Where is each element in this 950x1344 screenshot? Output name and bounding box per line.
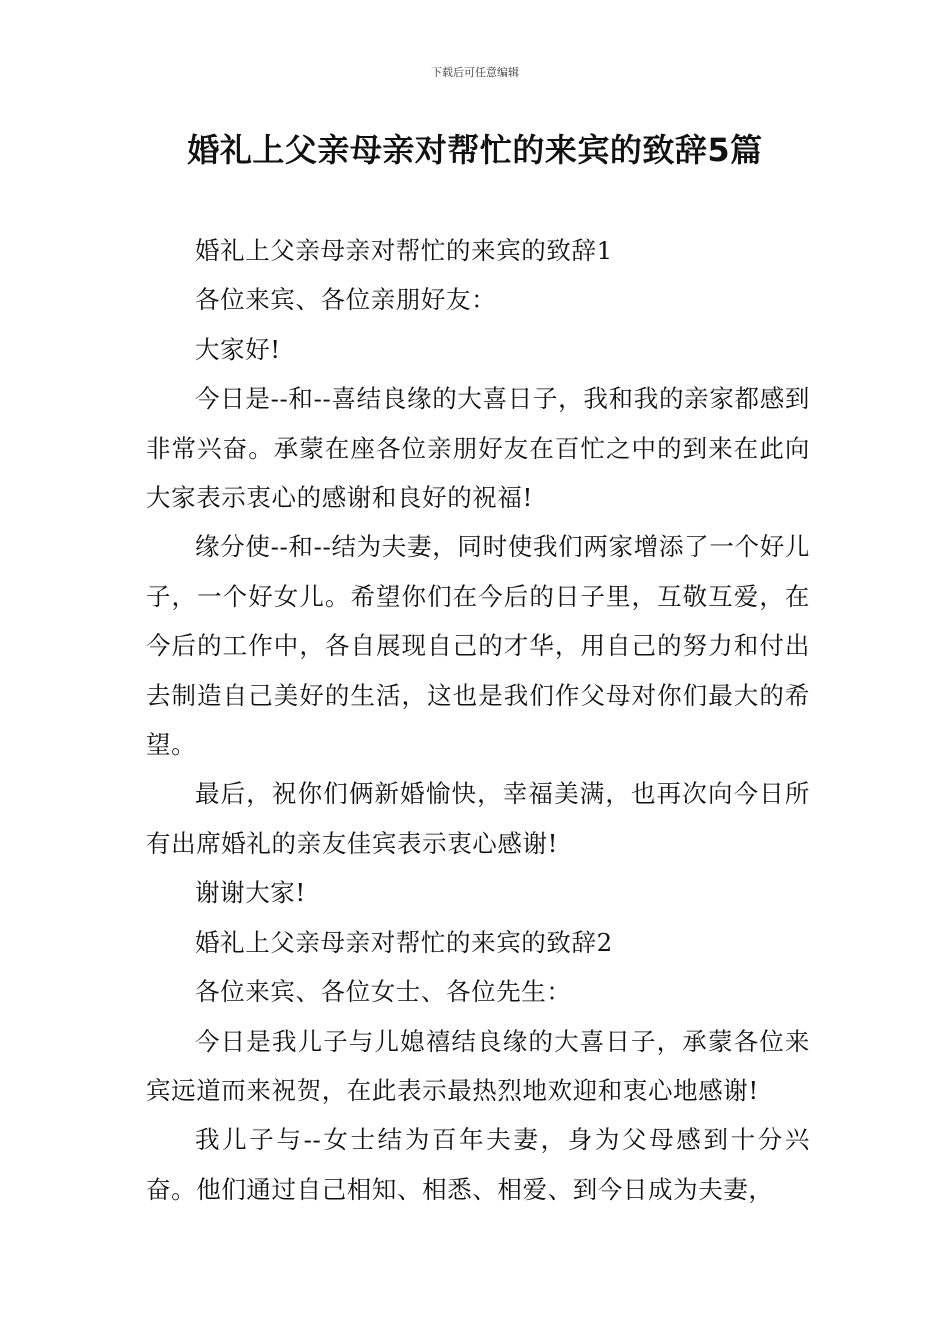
salutation-paragraph: 各位来宾、各位女士、各位先生：: [195, 977, 572, 1007]
greeting-paragraph: 大家好!: [195, 334, 281, 364]
document-title: 婚礼上父亲母亲对帮忙的来宾的致辞5篇: [187, 131, 763, 169]
body-paragraph: 今日是--和--喜结良缘的大喜日子，我和我的亲家都感到非常兴奋。承蒙在座各位亲朋好友在百忙之中的到来在此向大家表示衷心的感谢和良好的祝福!: [146, 384, 810, 513]
body-paragraph: 今日是我儿子与儿媳禧结良缘的大喜日子，承蒙各位来宾远道而来祝贺，在此表示最热烈地欢迎和衷心地感谢!: [146, 1026, 810, 1105]
salutation-paragraph: 各位来宾、各位亲朋好友：: [195, 285, 497, 315]
document-body: [146, 226, 810, 1214]
speech-2-heading: 婚礼上父亲母亲对帮忙的来宾的致辞2: [195, 927, 613, 957]
body-paragraph: 最后，祝你们俩新婚愉快，幸福美满，也再次向今日所有出席婚礼的亲友佳宾表示衷心感谢!: [146, 779, 810, 858]
body-paragraph: 缘分使--和--结为夫妻，同时使我们两家增添了一个好儿子，一个好女儿。希望你们在今后的日子里，互敬互爱，在今后的工作中，各自展现自己的才华，用自己的努力和付出去制造自己美好的生活，这也是我们作父母对你们最大的希望。: [146, 532, 810, 760]
closing-paragraph: 谢谢大家!: [195, 878, 306, 908]
speech-1-heading: 婚礼上父亲母亲对帮忙的来宾的致辞1: [195, 236, 613, 265]
body-paragraph: 我儿子与--女士结为百年夫妻，身为父母感到十分兴奋。他们通过自己相知、相悉、相爱、到今日成为夫妻，: [146, 1125, 810, 1204]
header-note: 下载后可任意编辑: [431, 66, 519, 79]
